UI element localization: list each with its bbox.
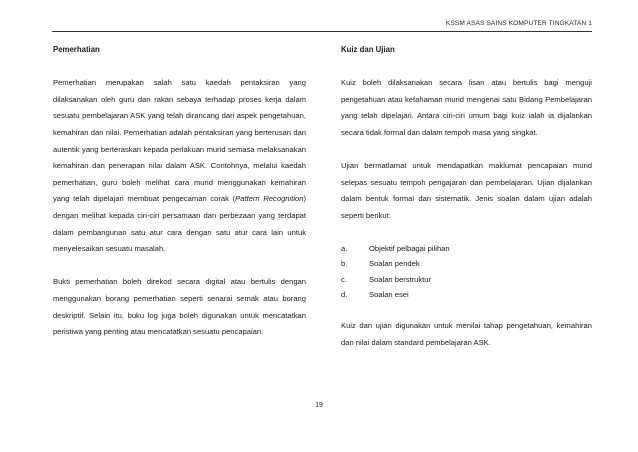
right-column	[341, 42, 592, 352]
list-text: Soalan berstruktur	[369, 274, 432, 284]
paragraph-text: ) dengan melihat kepada ciri-ciri persamaan dan perbezaan yang terdapat dalam pembangunan satu atur cara dengan satu atur cara lain untuk menyelesaikan sesuatu masalah.	[53, 194, 306, 254]
running-header: KSSM ASAS SAINS KOMPUTER TINGKATAN 1	[445, 20, 592, 27]
paragraph-pemerhatian-2: Bukti pemerhatian boleh direkod secara digital atau bertulis dengan menggunakan borang pemerhatian seperti senarai semak atau borang deskriptif. Selain itu, buku log juga boleh digunakan untuk mencatatkan peristiwa yang penting atau mencatatkan sesuatu pencapaian.	[53, 277, 306, 337]
list-item	[341, 241, 592, 256]
list-item	[341, 256, 592, 271]
list-key: c.	[341, 274, 347, 284]
list-key: b.	[341, 259, 348, 269]
list-key: d.	[341, 289, 348, 299]
list-key: a.	[341, 244, 348, 254]
page-number: 19	[315, 402, 323, 409]
list-text: Soalan pendek	[369, 259, 420, 269]
left-column	[53, 42, 306, 341]
list-text: Soalan esei	[369, 289, 409, 299]
section-heading-pemerhatian: Pemerhatian	[53, 45, 100, 54]
section-heading-kuiz-ujian: Kuiz dan Ujian	[341, 45, 395, 54]
paragraph-kuiz: Kuiz boleh dilaksanakan secara lisan atau bertulis bagi menguji pengetahuan atau kefahaman murid mengenai satu Bidang Pembelajaran yang telah dipelajari. Antara ciri-ciri umum bagi kuiz ialah ia dijalankan secara tidak formal dan dalam tempoh masa yang singkat.	[341, 78, 592, 137]
list-text: Objektif pelbagai pilihan	[369, 244, 450, 254]
list-item	[341, 287, 592, 302]
list-item	[341, 272, 592, 287]
header-rule	[52, 31, 592, 32]
paragraph-ujian: Ujian bermatlamat untuk mendapatkan maklumat pencapaian murid selepas sesuatu tempoh pengajaran dan pembelajaran. Ujian dijalankan dalam bentuk formal dan sistematik. Jenis soalan dalam ujian adalah seperti berikut:	[341, 161, 592, 220]
question-type-list	[341, 241, 592, 302]
paragraph-pemerhatian-1	[53, 75, 306, 258]
paragraph-kuiz-ujian-summary: Kuiz dan ujian digunakan untuk menilai tahap pengetahuan, kemahiran dan nilai dalam standard pembelajaran ASK.	[341, 321, 592, 348]
paragraph-text: Pemerhatian merupakan salah satu kaedah pentaksiran yang dilaksanakan oleh guru dan rakan sebaya terhadap proses kerja dalam sesuatu pembelajaran ASK yang telah dirancang dari aspek pengetahuan, kemahiran dan nilai. Pemerhatian adalah pentaksiran yang berterusan dan autentik yang berteraskan kepada perlakuan murid semasa melaksanakan kemahiran dan penerapan nilai dalam ASK. Contohnya, melalui kaedah pemerhatian, guru boleh melihat cara murid menggunakan kemahiran yang telah dipelajari membuat pengecaman corak (	[53, 78, 306, 204]
italic-term: Pattern Recognition	[235, 194, 304, 204]
